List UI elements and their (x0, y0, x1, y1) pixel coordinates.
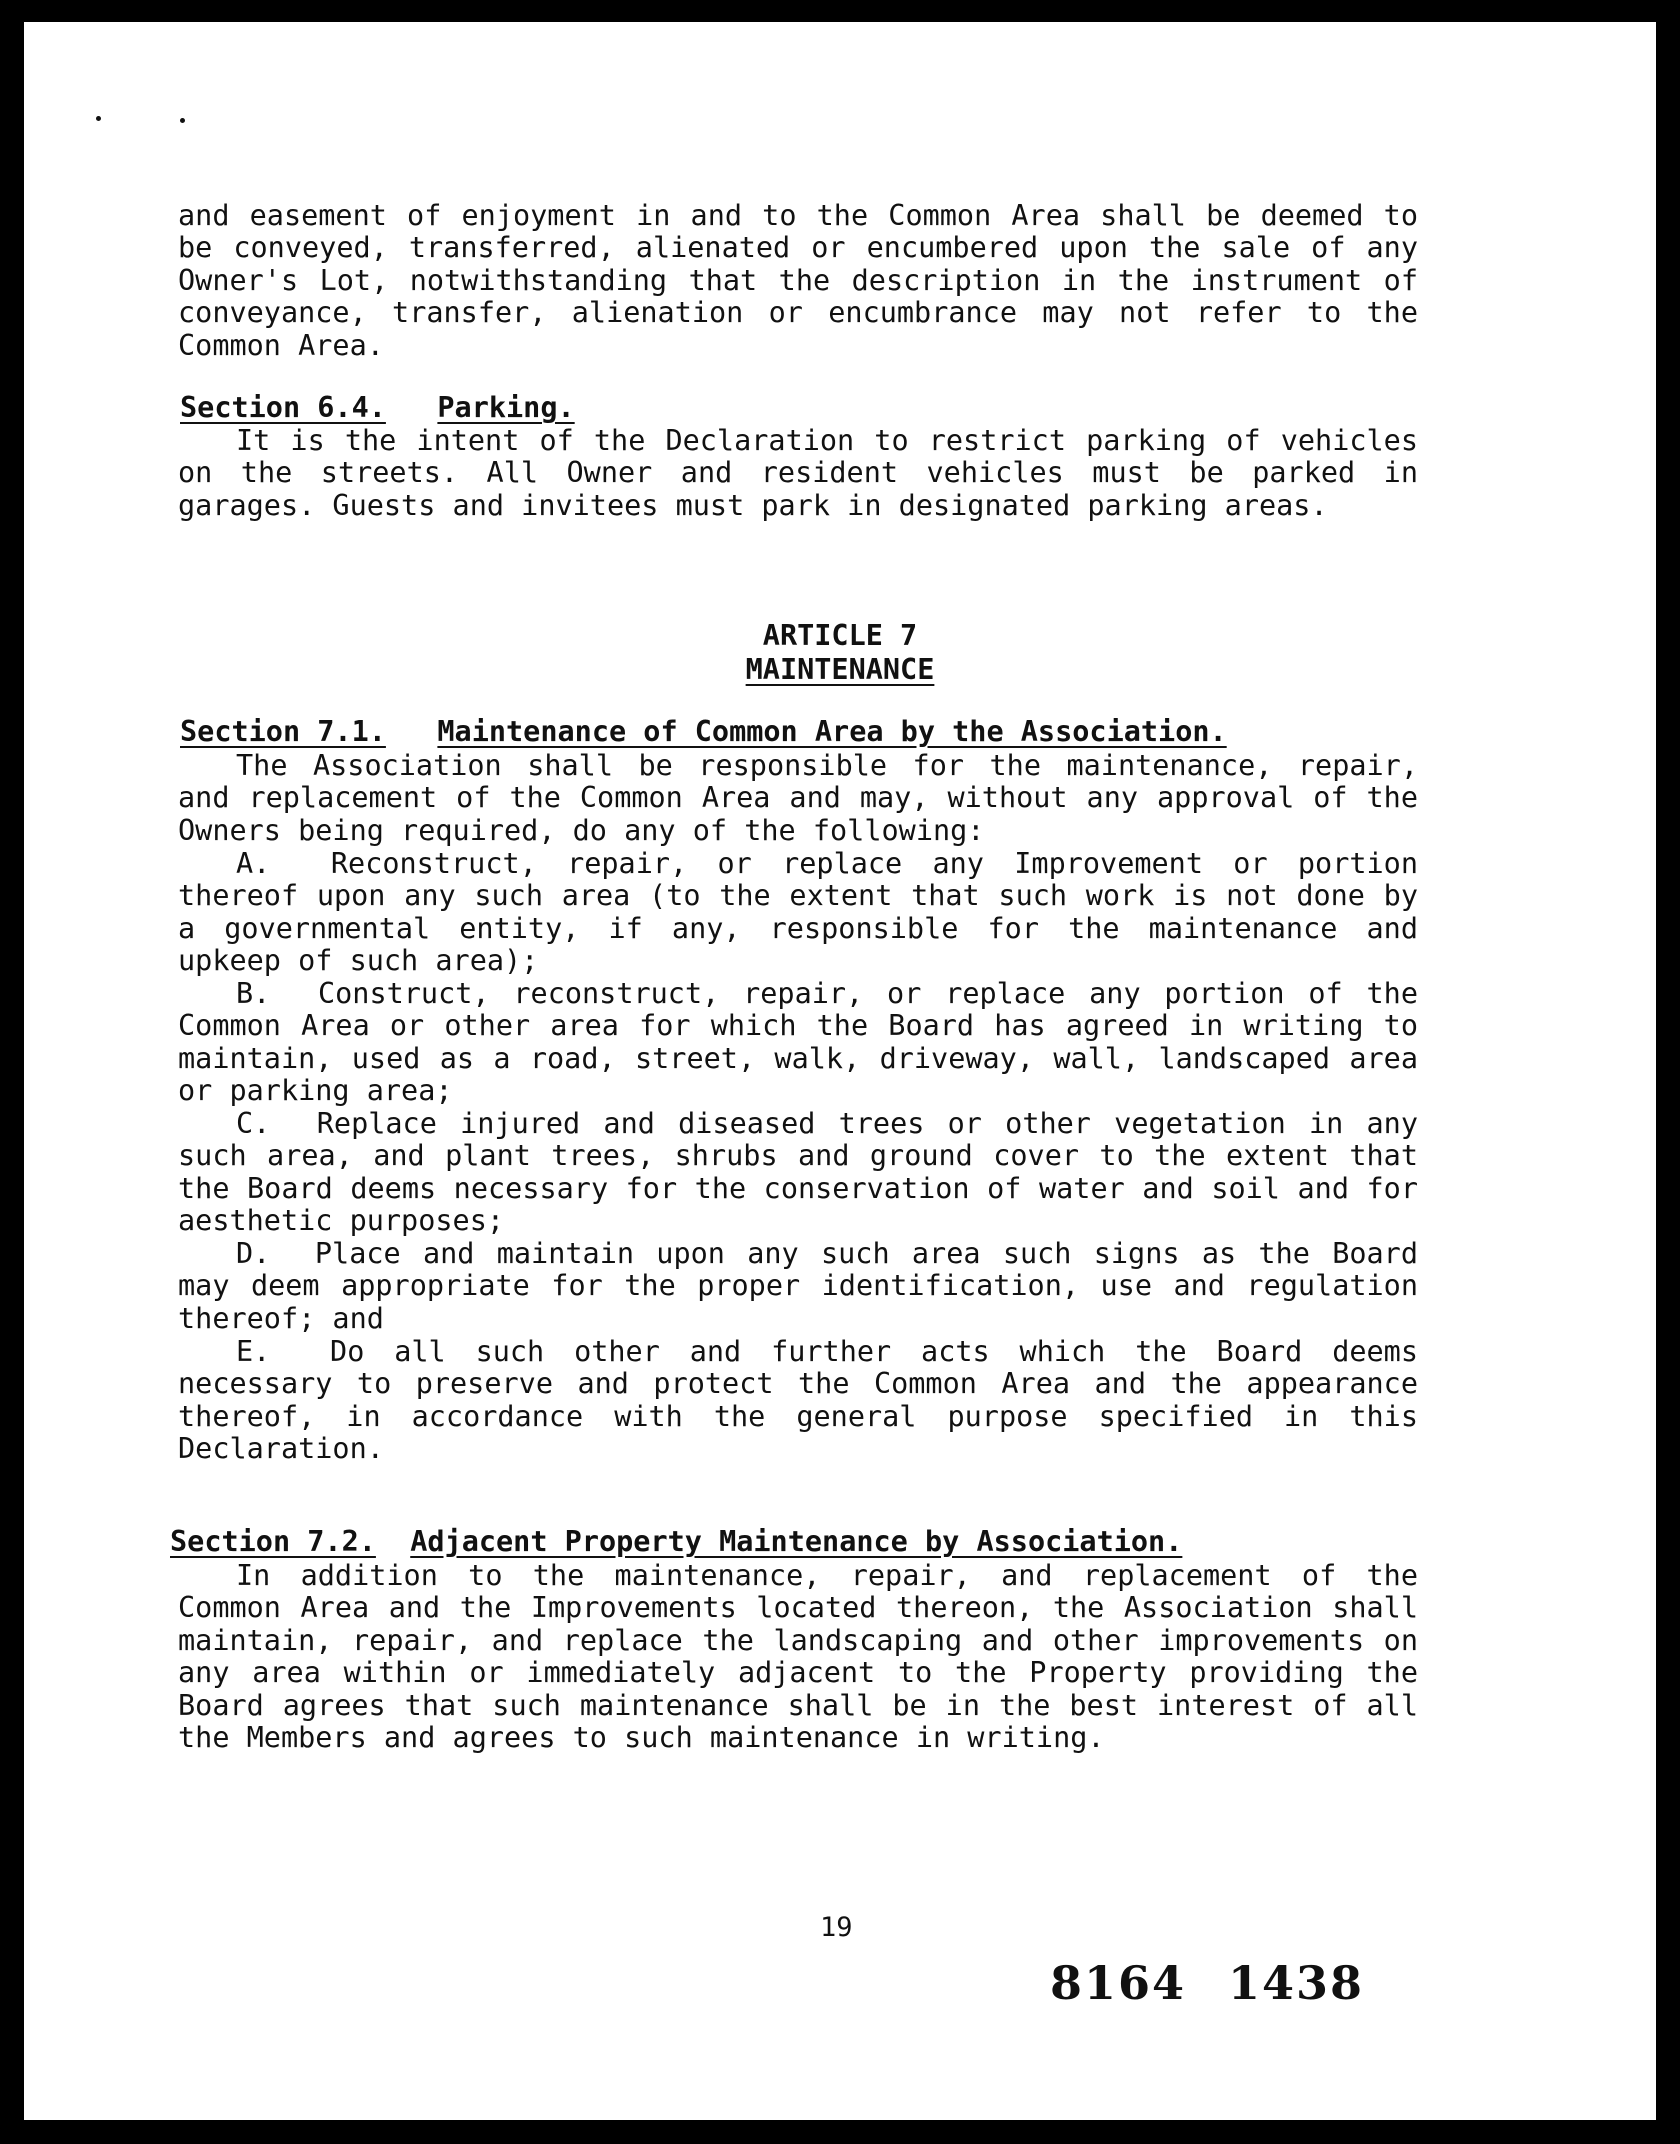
section-7-2-heading (170, 1526, 1182, 1558)
section-title: Parking. (437, 391, 575, 424)
recording-stamp (1050, 1956, 1406, 2010)
stamp-page: 1438 (1228, 1956, 1365, 2010)
scan-speck (180, 118, 185, 123)
article-label: ARTICLE 7 (762, 619, 918, 652)
page-number: 19 (820, 1912, 853, 1943)
article-title: MAINTENANCE (745, 653, 935, 686)
section-7-1-intro: The Association shall be responsible for the maintenance, repair, and replacement of the Common Area and may, without any approval of the Owners being required, do any of the following: (178, 749, 1418, 847)
section-6-4-heading (180, 392, 575, 424)
section-title: Adjacent Property Maintenance by Association. (410, 1525, 1183, 1558)
stamp-book: 8164 (1050, 1956, 1187, 2010)
section-6-4-body: It is the intent of the Declaration to restrict parking of vehicles on the streets. All Owner and resident vehicles must be parked in garages. Guests and invitees must park in designated parking areas. (178, 424, 1418, 522)
section-number: Section 7.2. (170, 1525, 376, 1558)
section-title: Maintenance of Common Area by the Association. (437, 715, 1227, 748)
section-number: Section 6.4. (180, 391, 386, 424)
scan-speck (96, 116, 101, 121)
section-7-1-heading (180, 716, 1227, 748)
section-7-2-body: In addition to the maintenance, repair, and replacement of the Common Area and the Improvements located thereon, the Association shall maintain, repair, and replace the landscaping and other improvements on any area within or immediately adjacent to the Property providing the Board agrees that such maintenance shall be in the best interest of all the Members and agrees to such maintenance in writing. (178, 1559, 1418, 1755)
list-item-c: C. Replace injured and diseased trees or other vegetation in any such area, and plant trees, shrubs and ground cover to the extent that the Board deems necessary for the conservation of water and soil and for aesthetic purposes; (178, 1107, 1418, 1238)
section-number: Section 7.1. (180, 715, 386, 748)
list-item-b: B. Construct, reconstruct, repair, or replace any portion of the Common Area or other area for which the Board has agreed in writing to maintain, used as a road, street, walk, driveway, wall, landscaped area or parking area; (178, 977, 1418, 1108)
continuation-paragraph: and easement of enjoyment in and to the Common Area shall be deemed to be conveyed, transferred, alienated or encumbered upon the sale of any Owner's Lot, notwithstanding that the description in the instrument of conveyance, transfer, alienation or encumbrance may not refer to the Common Area. (178, 199, 1418, 362)
list-item-a: A. Reconstruct, repair, or replace any Improvement or portion thereof upon any such area (to the extent that such work is not done by a governmental entity, if any, responsible for the maintenance and upkeep of such area); (178, 847, 1418, 978)
list-item-e: E. Do all such other and further acts which the Board deems necessary to preserve and protect the Common Area and the appearance thereof, in accordance with the general purpose specified in this Declaration. (178, 1335, 1418, 1466)
list-item-d: D. Place and maintain upon any such area such signs as the Board may deem appropriate for the proper identification, use and regulation thereof; and (178, 1237, 1418, 1335)
